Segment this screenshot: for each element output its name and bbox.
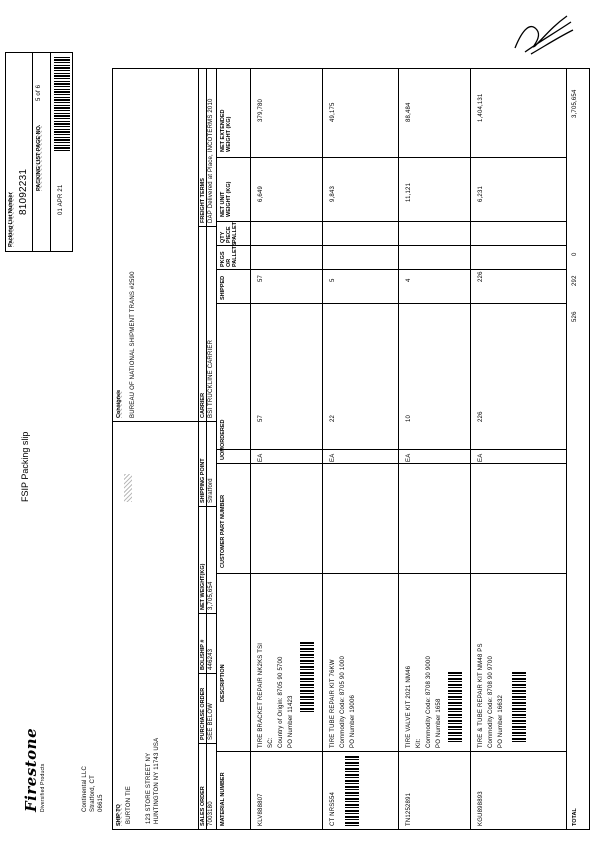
freight-terms-value: DAP Delivered at Place, INCOTERMS 2010	[208, 98, 214, 223]
row-4-ext-weight: 1,404,131	[478, 93, 484, 122]
col-description: DESCRIPTION	[220, 664, 226, 702]
row-1-desc-4: PO Number 11423	[288, 695, 294, 748]
row-2-ext-weight: 49,175	[330, 102, 336, 122]
row-4-barcode	[512, 672, 526, 742]
row-3-desc-4: PO Number 1658	[436, 698, 442, 748]
row-3-ext-weight: 88,484	[406, 102, 412, 122]
total-ordered: 526	[572, 311, 578, 322]
row-2-unit-weight: 9,843	[330, 185, 336, 202]
purchase-order-label: PURCHASE ORDER	[200, 687, 206, 740]
col-qty: QTY PIECE PALLET	[220, 222, 238, 243]
row-1-ordered: 57	[258, 414, 264, 422]
row-2-desc-2: Commodity Code: 8705 90 1000	[340, 656, 346, 748]
row-2-uom: EA	[330, 453, 336, 462]
ship-to-line-3: 123 STORE STREET NY	[146, 752, 152, 824]
carrier-label: CARRIER	[200, 392, 206, 418]
col-ordered: ORDERED	[220, 419, 226, 447]
sales-order-value: 7003180	[208, 801, 214, 826]
row-3-uom: EA	[406, 453, 412, 462]
row-4-uom: EA	[478, 453, 484, 462]
document-title: FSIP Packing slip	[20, 431, 30, 502]
bol-label: BOL/SHIP #	[200, 639, 206, 670]
bol-value: 446243	[208, 648, 214, 670]
freight-terms-label: FREIGHT TERMS	[200, 178, 206, 223]
row-1-shipped: 57	[258, 274, 264, 282]
row-3-desc-2: Kit:	[416, 738, 422, 748]
row-2-barcode	[345, 756, 359, 826]
packing-list-page-value: 5 of 6	[36, 84, 42, 101]
consignee-label: Consignee	[116, 389, 122, 418]
row-3-material: TN1252891	[406, 792, 412, 826]
ship-to-line-1: BURTON TIE	[126, 785, 132, 824]
row-4-material: KGU898893	[478, 791, 484, 826]
sales-order-label: SALES ORDER	[200, 786, 206, 826]
row-2-material: CT NRS554	[330, 791, 336, 826]
consignee-line-1: BUREAU OF NATIONAL SHIPMENT TRANS #2590	[130, 271, 136, 418]
row-1-desc-2: SC:	[268, 737, 274, 748]
row-1-ext-weight: 379,780	[258, 98, 264, 122]
row-3-barcode	[448, 672, 462, 742]
col-ext-weight: NET EXTENDED WEIGHT (KG)	[220, 109, 232, 152]
ship-to-stamp	[124, 474, 132, 502]
row-3-shipped: 4	[406, 278, 412, 282]
row-1-desc-1: TIRE BRACKET REPAIR NK2KS TSI	[258, 642, 264, 748]
row-3-desc-1: TIRE VALVE KIT 2021 NM46	[406, 665, 412, 748]
col-shipped: SHIPPED	[220, 275, 226, 300]
row-1-unit-weight: 6,649	[258, 185, 264, 202]
row-1-uom: EA	[258, 453, 264, 462]
total-pkgs: 0	[572, 252, 578, 256]
from-address-line-3: 06615	[98, 794, 104, 812]
col-unit-weight: NET UNIT WEIGHT (KG)	[220, 181, 232, 217]
row-2-desc-3: PO Number 19006	[350, 694, 356, 748]
packing-list-label: Packing List Number	[8, 192, 14, 247]
row-4-shipped: 226	[478, 271, 484, 282]
packing-list-page-label: PACKING LIST PAGE NO.	[36, 124, 42, 191]
brand-tagline: Diversified Products	[40, 763, 46, 812]
row-1-material: KLV888807	[258, 793, 264, 826]
row-4-desc-2: Commodity Code: 8708 90 9700	[488, 656, 494, 748]
shipping-point-value: Stratford	[208, 478, 214, 503]
ship-to-line-4: HUNTINGTON NY 11743 USA	[154, 737, 160, 824]
row-3-desc-3: Commodity Code: 8708 30 9000	[426, 656, 432, 748]
row-4-unit-weight: 6,231	[478, 185, 484, 202]
row-4-ordered: 226	[478, 411, 484, 422]
packing-list-barcode	[54, 57, 70, 151]
packing-list-number: 81092231	[18, 168, 29, 215]
col-material: MATERIAL NUMBER	[220, 772, 226, 826]
row-2-shipped: 5	[330, 278, 336, 282]
row-3-ordered: 10	[406, 414, 412, 422]
total-ext-weight: 3,705,654	[572, 89, 578, 118]
from-address-line-2: Stratford, CT	[90, 775, 96, 812]
packing-list-date: 01 APR 21	[58, 184, 64, 215]
net-weight-label: NET WEIGHT(KG)	[200, 563, 206, 610]
row-3-unit-weight: 11,121	[406, 182, 412, 202]
carrier-value: BSI TRUCKLINE CARRIER	[208, 339, 214, 418]
net-weight-value: 3,705,654	[208, 581, 214, 610]
col-pkgs: PKGS OR PALLETS	[220, 242, 238, 267]
row-4-desc-1: TIRE & TUBE REPAIR KIT NM48 PS	[478, 643, 484, 748]
row-4-desc-3: PO Number 16632	[498, 694, 504, 748]
shipping-point-label: SHIPPING POINT	[200, 458, 206, 503]
from-address-line-1: Continental LLC	[82, 765, 88, 812]
ship-to-label: SHIP TO	[116, 804, 122, 826]
col-uom: UOM	[220, 447, 226, 460]
row-2-desc-1: TIRE TUBE REPAIR KIT 76KW	[330, 659, 336, 748]
purchase-order-value: SEE BELOW	[208, 702, 214, 740]
brand-logo: Firestone	[22, 727, 40, 812]
row-1-barcode	[300, 642, 314, 712]
col-customer-part: CUSTOMER PART NUMBER	[220, 494, 226, 568]
total-shipped: 292	[572, 275, 578, 286]
packing-list-box	[5, 52, 73, 252]
row-2-ordered: 22	[330, 414, 336, 422]
total-label: TOTAL	[572, 808, 578, 826]
row-1-desc-3: Country of Origin: 8705 90 5700	[278, 656, 284, 748]
